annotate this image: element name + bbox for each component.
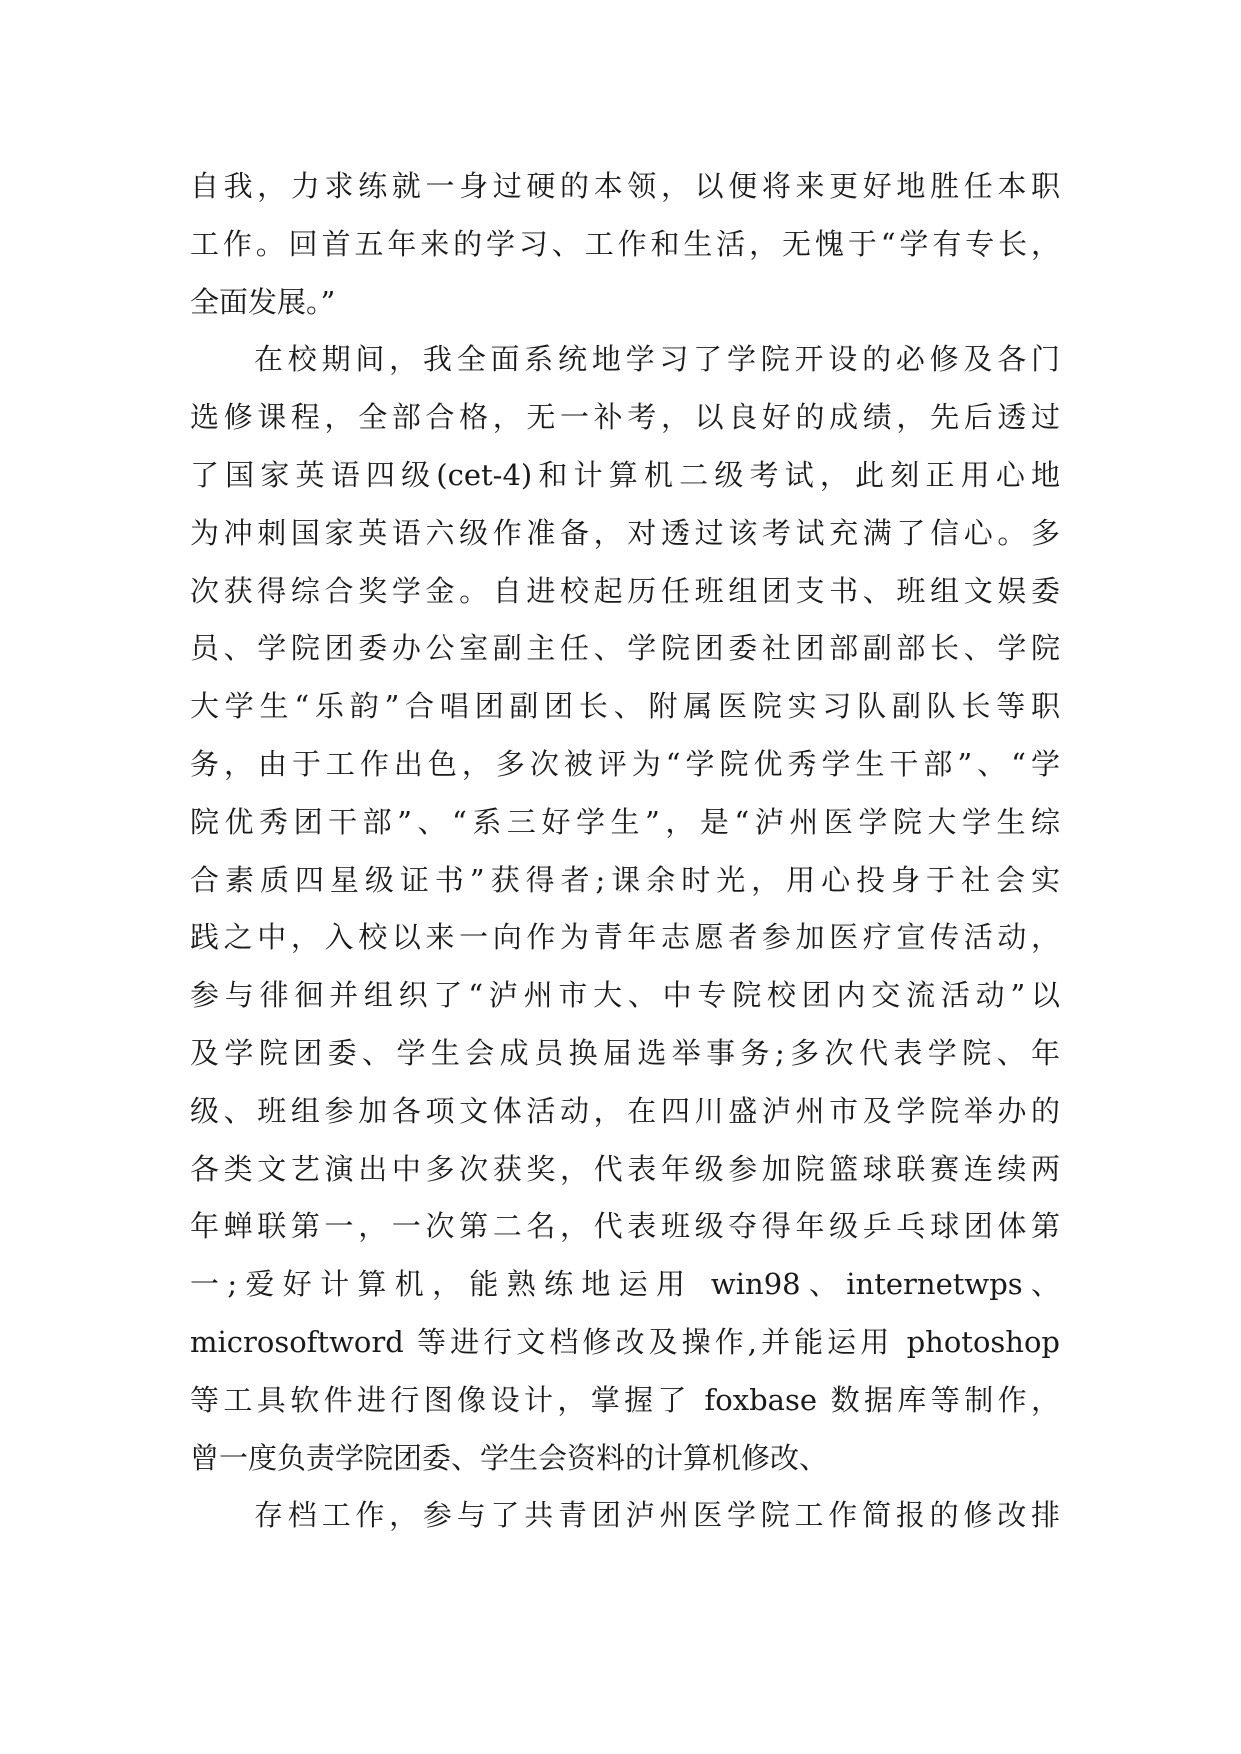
text-line: 各类文艺演出中多次获奖，代表年级参加院篮球联赛连续两 [190,1151,1060,1186]
text-line: 级、班组参加各项文体活动，在四川盛泸州市及学院举办的 [190,1093,1060,1128]
text-line: 选修课程，全部合格，无一补考，以良好的成绩，先后透过 [190,400,1060,435]
text-line: 曾一度负责学院团委、学生会资料的计算机修改、 [190,1440,829,1475]
text-line: 合素质四星级证书”获得者;课余时光，用心投身于社会实 [190,862,1060,897]
text-line: 次获得综合奖学金。自进校起历任班组团支书、班组文娱委 [190,573,1060,608]
text-line: 参与徘徊并组织了“泸州市大、中专院校团内交流活动”以 [190,978,1060,1013]
text-line: 工作。回首五年来的学习、工作和生活，无愧于“学有专长， [190,226,1060,261]
text-line: 年蝉联第一，一次第二名，代表班级夺得年级乒乓球团体第 [190,1209,1060,1244]
text-line: 了国家英语四级(cet-4)和计算机二级考试，此刻正用心地 [190,457,1060,492]
text-line: 全面发展。” [190,284,336,319]
text-line: 践之中，入校以来一向作为青年志愿者参加医疗宣传活动， [190,920,1060,955]
text-line: 及学院团委、学生会成员换届选举事务;多次代表学院、年 [190,1035,1060,1070]
body-text [190,158,1060,1545]
text-line: 一;爱好计算机，能熟练地运用 win98、internetwps、 [190,1267,1060,1302]
text-line: 存档工作，参与了共青团泸州医学院工作简报的修改排 [254,1498,1060,1533]
text-line: 大学生“乐韵”合唱团副团长、附属医院实习队副队长等职 [190,689,1060,724]
text-line: 员、学院团委办公室副主任、学院团委社团部副部长、学院 [190,631,1060,666]
text-line: 在校期间，我全面系统地学习了学院开设的必修及各门 [254,342,1060,377]
text-line: 务，由于工作出色，多次被评为“学院优秀学生干部”、“学 [190,746,1060,781]
text-line: 自我，力求练就一身过硬的本领，以便将来更好地胜任本职 [190,169,1060,203]
text-line: 院优秀团干部”、“系三好学生”，是“泸州医学院大学生综 [190,804,1060,839]
text-line: 为冲刺国家英语六级作准备，对透过该考试充满了信心。多 [190,515,1060,550]
text-line: 等工具软件进行图像设计，掌握了 foxbase 数据库等制作， [190,1382,1060,1417]
text-line: microsoftword 等进行文档修改及操作,并能运用 photoshop [190,1324,1060,1359]
